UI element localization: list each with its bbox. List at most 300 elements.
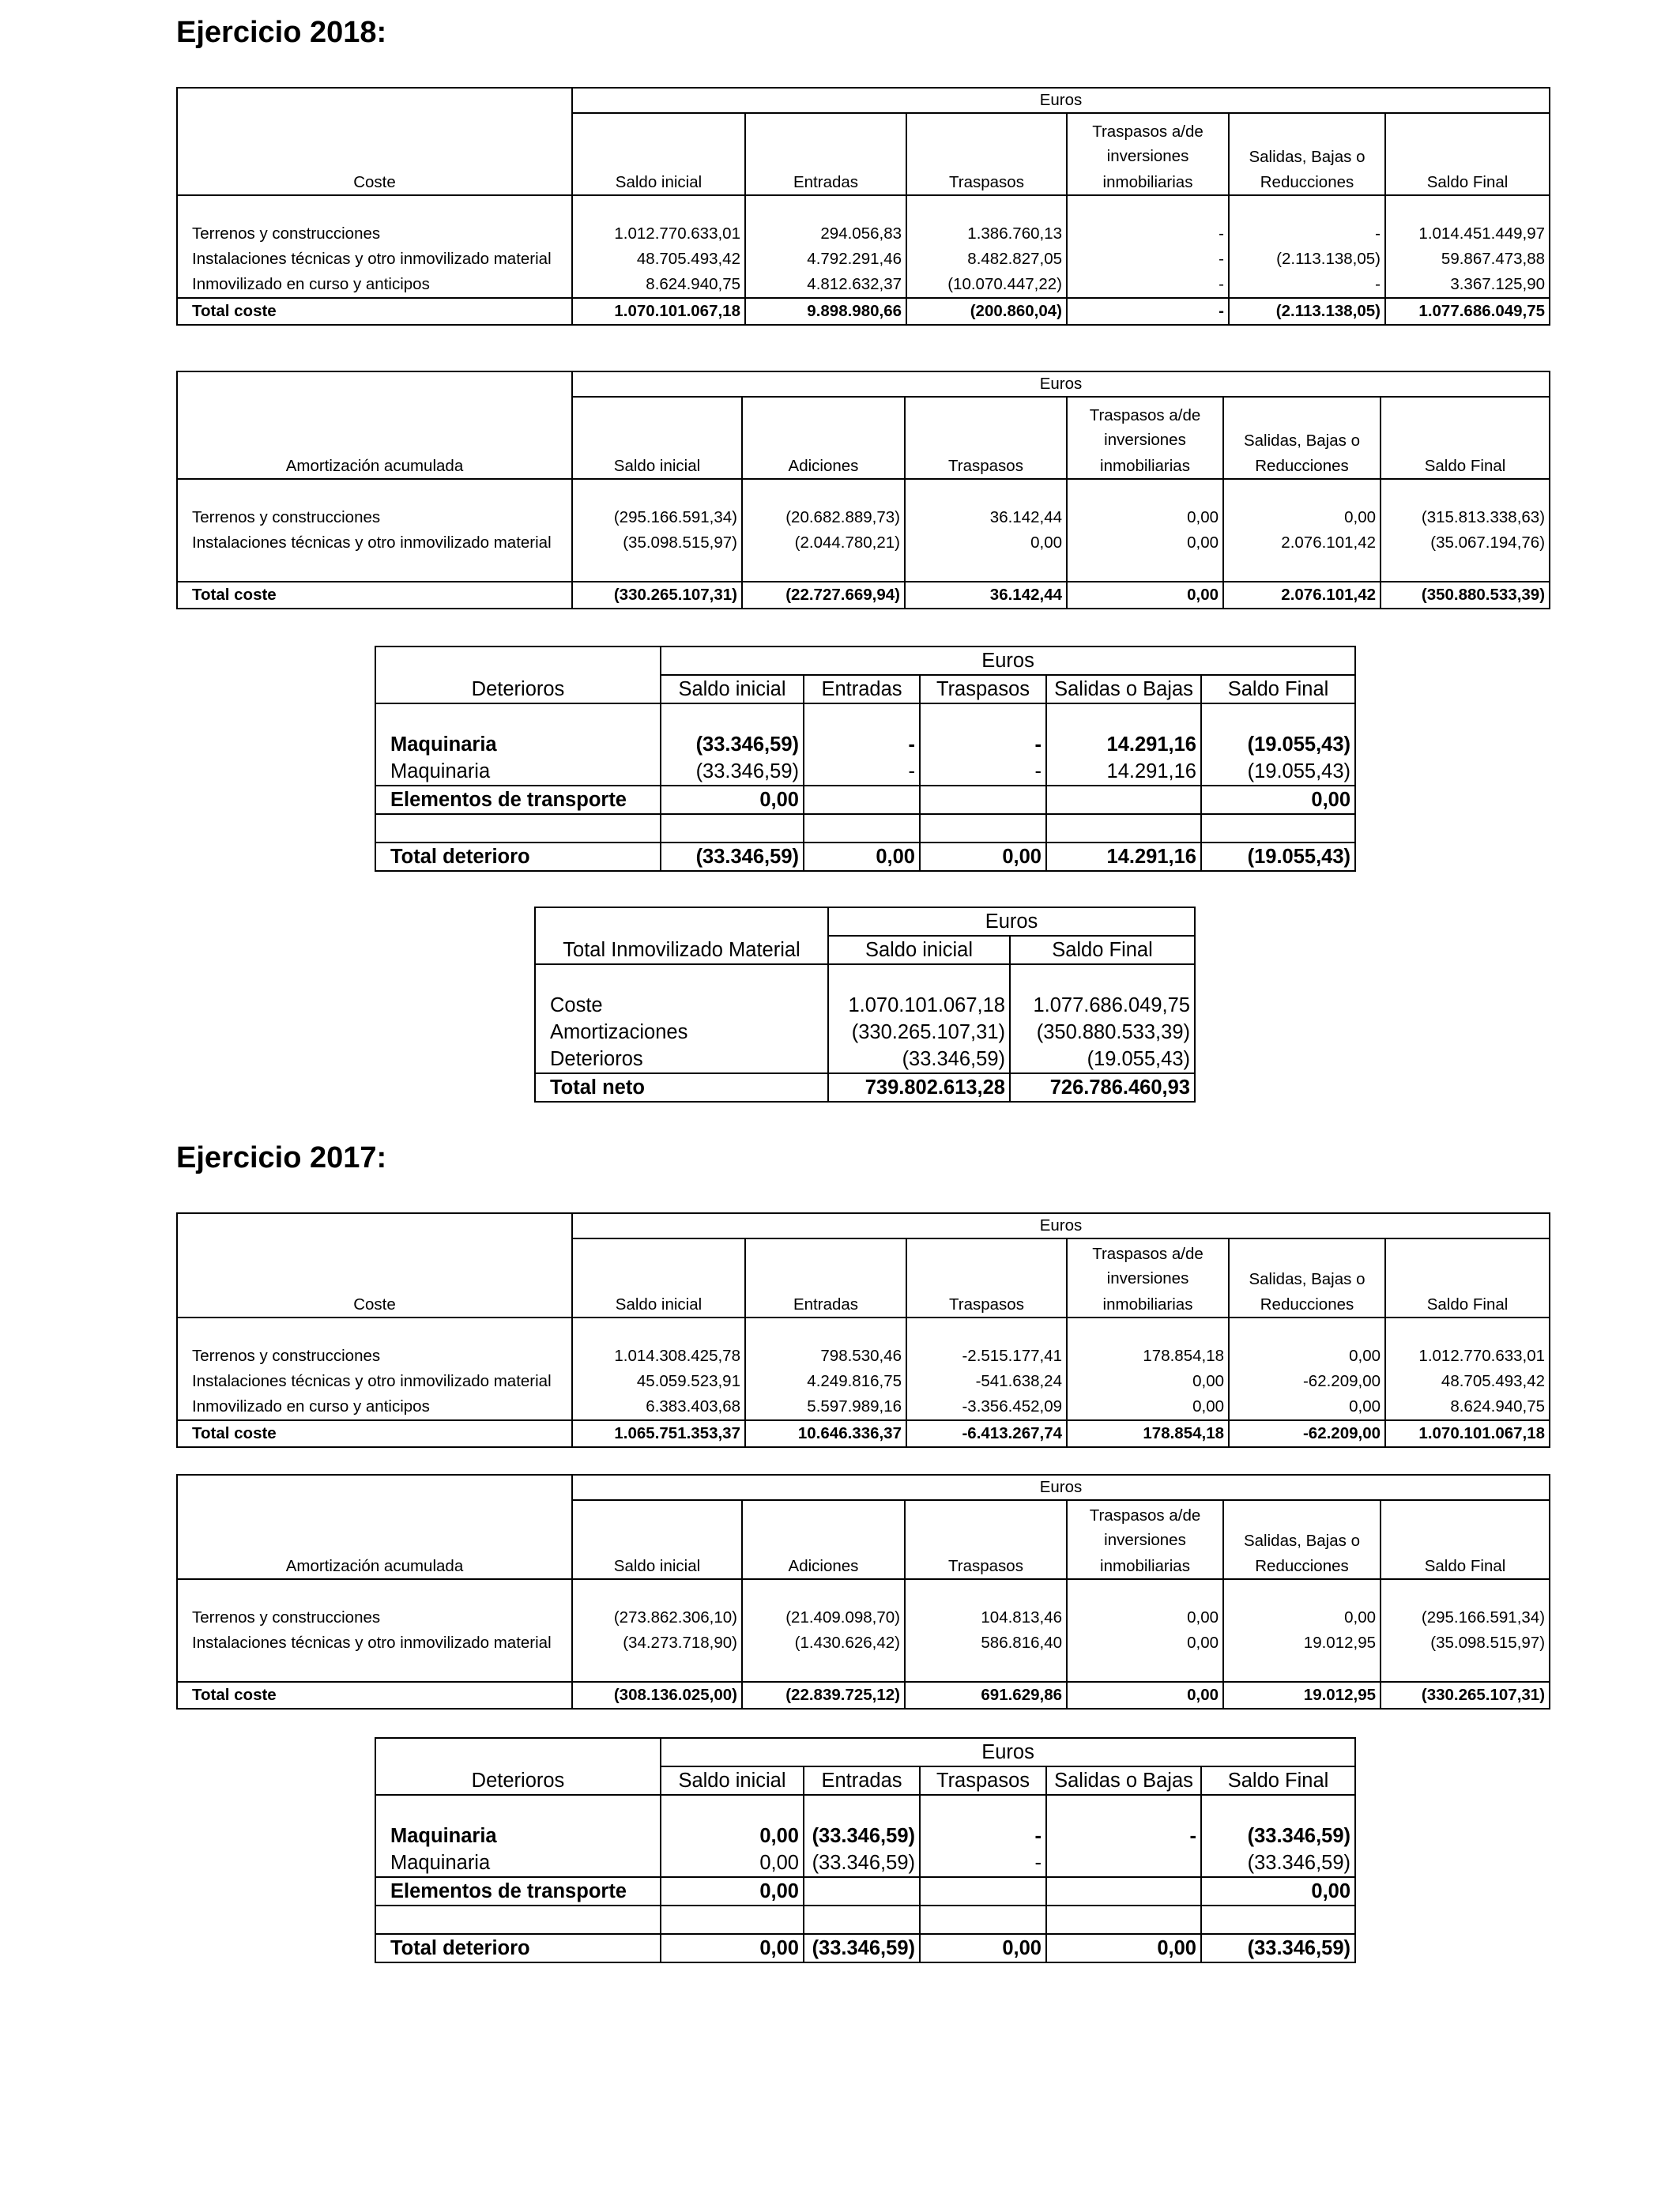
table-cell: (330.265.107,31) xyxy=(828,1019,1010,1046)
empty-cell xyxy=(804,1906,920,1934)
table-total-inmovilizado-2018 xyxy=(534,907,1196,1103)
table-cell: (295.166.591,34) xyxy=(1381,1605,1550,1630)
table-cell: 586.816,40 xyxy=(905,1630,1067,1656)
empty-cell xyxy=(572,1500,742,1528)
table-cell: (35.067.194,76) xyxy=(1381,530,1550,556)
empty-cell xyxy=(1201,1906,1355,1934)
table-cell: (19.055,43) xyxy=(1010,1046,1195,1073)
col-header: Entradas xyxy=(745,169,906,195)
empty-cell xyxy=(1046,703,1201,731)
empty-cell xyxy=(177,1500,572,1528)
empty-cell xyxy=(1046,1795,1201,1823)
col-header: Traspasos xyxy=(920,1766,1046,1795)
col-header: Saldo inicial xyxy=(661,675,804,703)
empty-cell xyxy=(177,195,572,221)
table-row xyxy=(375,1823,1355,1849)
table-cell: - xyxy=(920,1823,1046,1849)
empty-cell xyxy=(1385,1266,1550,1291)
table-cell: (350.880.533,39) xyxy=(1010,1019,1195,1046)
table-cell: 36.142,44 xyxy=(905,505,1067,530)
empty-cell xyxy=(375,647,661,675)
table-cell: 4.812.632,37 xyxy=(745,272,906,298)
table-cell xyxy=(920,1877,1046,1906)
empty-cell xyxy=(1223,556,1381,582)
empty-cell xyxy=(177,144,572,169)
table-cell: Elementos de transporte xyxy=(375,786,661,814)
empty-cell xyxy=(745,1318,906,1344)
empty-cell xyxy=(177,1656,572,1682)
table-cell: 0,00 xyxy=(1067,1394,1229,1420)
table-cell: 45.059.523,91 xyxy=(572,1369,745,1394)
empty-cell xyxy=(375,1738,661,1766)
table-cell: Elementos de transporte xyxy=(375,1877,661,1906)
table-cell: 6.383.403,68 xyxy=(572,1394,745,1420)
col-header: inmobiliarias xyxy=(1067,169,1229,195)
table-cell xyxy=(1046,1849,1201,1877)
empty-cell xyxy=(1067,1579,1223,1605)
empty-cell xyxy=(661,1906,804,1934)
table-cell: (22.727.669,94) xyxy=(742,582,905,609)
empty-cell xyxy=(905,1579,1067,1605)
table-cell: 0,00 xyxy=(1229,1344,1385,1369)
col-header: inmobiliarias xyxy=(1067,453,1223,479)
empty-cell xyxy=(1381,1656,1550,1682)
empty-cell xyxy=(742,1579,905,1605)
empty-cell xyxy=(742,428,905,453)
table-row xyxy=(177,1369,1550,1394)
table-cell: 0,00 xyxy=(661,786,804,814)
table-cell: Instalaciones técnicas y otro inmovilizado material xyxy=(177,530,572,556)
empty-cell xyxy=(177,1266,572,1291)
table-cell: (33.346,59) xyxy=(804,1849,920,1877)
table-cell: Coste xyxy=(535,992,828,1019)
table-cell: 8.482.827,05 xyxy=(906,247,1067,272)
empty-cell xyxy=(906,144,1067,169)
empty-cell xyxy=(661,814,804,843)
col-header: Saldo inicial xyxy=(661,1766,804,1795)
table-cell: -62.209,00 xyxy=(1229,1369,1385,1394)
empty-cell xyxy=(1010,964,1195,992)
empty-cell xyxy=(1385,144,1550,169)
table-row xyxy=(177,1605,1550,1630)
table-cell: Total coste xyxy=(177,1682,572,1709)
table-cell: (330.265.107,31) xyxy=(572,582,742,609)
col-header: Reducciones xyxy=(1229,1291,1385,1318)
empty-cell xyxy=(1229,195,1385,221)
table-cell: Deterioros xyxy=(535,1046,828,1073)
table-cell: 0,00 xyxy=(1201,786,1355,814)
empty-cell xyxy=(1067,556,1223,582)
table-cell: - xyxy=(1067,298,1229,325)
table-row xyxy=(535,1046,1195,1073)
empty-cell xyxy=(572,1266,745,1291)
empty-cell xyxy=(535,907,828,936)
empty-cell xyxy=(905,556,1067,582)
table-row xyxy=(177,1630,1550,1656)
empty-cell xyxy=(1381,1528,1550,1553)
col-header: Traspasos a/de xyxy=(1067,113,1229,144)
empty-cell xyxy=(745,1266,906,1291)
table-cell: 19.012,95 xyxy=(1223,1682,1381,1709)
table-cell: 1.386.760,13 xyxy=(906,221,1067,247)
table-cell: 0,00 xyxy=(661,1934,804,1962)
col-header: Traspasos xyxy=(906,169,1067,195)
table-cell: 0,00 xyxy=(920,1934,1046,1962)
col-header: Salidas, Bajas o xyxy=(1223,428,1381,453)
table-cell: 0,00 xyxy=(920,843,1046,871)
table-cell: 1.014.451.449,97 xyxy=(1385,221,1550,247)
table-coste-2018 xyxy=(176,87,1550,326)
table-cell xyxy=(920,786,1046,814)
table-amortizacion-2018 xyxy=(176,371,1550,609)
table-cell: Maquinaria xyxy=(375,731,661,758)
empty-cell xyxy=(1201,703,1355,731)
euros-header: Euros xyxy=(661,1738,1355,1766)
empty-cell xyxy=(177,397,572,428)
table-row xyxy=(177,1344,1550,1369)
euros-header: Euros xyxy=(572,1213,1550,1238)
col-header: Adiciones xyxy=(742,1553,905,1579)
col-header: inversiones xyxy=(1067,428,1223,453)
empty-cell xyxy=(742,397,905,428)
empty-cell xyxy=(177,1475,572,1500)
table-title: Deterioros xyxy=(375,1766,661,1795)
table-cell: 0,00 xyxy=(1229,1394,1385,1420)
empty-cell xyxy=(661,1795,804,1823)
table-cell: Inmovilizado en curso y anticipos xyxy=(177,272,572,298)
table-title: Coste xyxy=(177,1291,572,1318)
empty-cell xyxy=(1067,1656,1223,1682)
table-cell: 798.530,46 xyxy=(745,1344,906,1369)
empty-cell xyxy=(742,1528,905,1553)
table-cell: 1.065.751.353,37 xyxy=(572,1420,745,1447)
table-cell: (33.346,59) xyxy=(661,843,804,871)
table-cell: 0,00 xyxy=(1223,505,1381,530)
table-cell: 8.624.940,75 xyxy=(1385,1394,1550,1420)
table-cell: (350.880.533,39) xyxy=(1381,582,1550,609)
col-header: Reducciones xyxy=(1223,453,1381,479)
table-cell: 14.291,16 xyxy=(1046,758,1201,786)
col-header: Saldo Final xyxy=(1381,453,1550,479)
empty-cell xyxy=(177,1579,572,1605)
table-row xyxy=(375,731,1355,758)
table-cell: 739.802.613,28 xyxy=(828,1073,1010,1102)
table-cell: (21.409.098,70) xyxy=(742,1605,905,1630)
table-cell: (2.113.138,05) xyxy=(1229,247,1385,272)
table-cell: 0,00 xyxy=(1201,1877,1355,1906)
col-header: Entradas xyxy=(745,1291,906,1318)
table-cell xyxy=(804,1877,920,1906)
empty-cell xyxy=(177,113,572,144)
empty-cell xyxy=(1067,195,1229,221)
table-cell: 5.597.989,16 xyxy=(745,1394,906,1420)
empty-cell xyxy=(1381,1579,1550,1605)
table-cell: Total deterioro xyxy=(375,1934,661,1962)
empty-cell xyxy=(177,556,572,582)
col-header: Entradas xyxy=(804,675,920,703)
table-cell: 0,00 xyxy=(1067,582,1223,609)
col-header: Adiciones xyxy=(742,453,905,479)
col-header: Reducciones xyxy=(1223,1553,1381,1579)
table-cell: - xyxy=(1046,1823,1201,1849)
total-row xyxy=(535,1073,1195,1102)
col-header: Saldo Final xyxy=(1385,1291,1550,1318)
table-cell: 10.646.336,37 xyxy=(745,1420,906,1447)
table-cell: 1.012.770.633,01 xyxy=(572,221,745,247)
col-header: Salidas o Bajas xyxy=(1046,1766,1201,1795)
euros-header: Euros xyxy=(828,907,1195,936)
table-row xyxy=(375,1849,1355,1877)
table-row xyxy=(177,272,1550,298)
table-cell: - xyxy=(920,731,1046,758)
table-cell: (295.166.591,34) xyxy=(572,505,742,530)
table-cell: Inmovilizado en curso y anticipos xyxy=(177,1394,572,1420)
table-cell: (33.346,59) xyxy=(661,731,804,758)
table-cell: 0,00 xyxy=(1067,1682,1223,1709)
empty-cell xyxy=(375,1795,661,1823)
empty-cell xyxy=(1229,113,1385,144)
empty-cell xyxy=(742,479,905,505)
empty-cell xyxy=(1385,1238,1550,1266)
col-header: Traspasos xyxy=(906,1291,1067,1318)
table-cell: - xyxy=(1067,247,1229,272)
col-header: inmobiliarias xyxy=(1067,1553,1223,1579)
table-cell: (33.346,59) xyxy=(804,1823,920,1849)
table-coste-2017 xyxy=(176,1212,1550,1448)
table-cell: (19.055,43) xyxy=(1201,758,1355,786)
table-cell: 726.786.460,93 xyxy=(1010,1073,1195,1102)
empty-cell xyxy=(905,1528,1067,1553)
empty-cell xyxy=(1046,1906,1201,1934)
table-cell: 0,00 xyxy=(804,843,920,871)
table-cell: (1.430.626,42) xyxy=(742,1630,905,1656)
col-header: inversiones xyxy=(1067,1528,1223,1553)
empty-cell xyxy=(905,1500,1067,1528)
table-cell: 1.070.101.067,18 xyxy=(572,298,745,325)
empty-cell xyxy=(1381,556,1550,582)
table-cell: (19.055,43) xyxy=(1201,731,1355,758)
empty-cell xyxy=(742,1656,905,1682)
col-header: Saldo inicial xyxy=(572,453,742,479)
table-cell: Total deterioro xyxy=(375,843,661,871)
table-row xyxy=(375,786,1355,814)
table-cell: (33.346,59) xyxy=(661,758,804,786)
table-cell: 2.076.101,42 xyxy=(1223,530,1381,556)
col-header: Traspasos a/de xyxy=(1067,1500,1223,1528)
table-cell: (273.862.306,10) xyxy=(572,1605,742,1630)
table-cell: - xyxy=(804,758,920,786)
empty-cell xyxy=(572,1318,745,1344)
col-header: Salidas, Bajas o xyxy=(1229,144,1385,169)
empty-cell xyxy=(804,814,920,843)
table-cell: Amortizaciones xyxy=(535,1019,828,1046)
empty-cell xyxy=(906,1238,1067,1266)
table-cell: 59.867.473,88 xyxy=(1385,247,1550,272)
table-cell: Total coste xyxy=(177,298,572,325)
col-header: Salidas, Bajas o xyxy=(1229,1266,1385,1291)
empty-cell xyxy=(375,1906,661,1934)
table-cell: Total coste xyxy=(177,582,572,609)
empty-cell xyxy=(177,1318,572,1344)
table-cell: 48.705.493,42 xyxy=(572,247,745,272)
table-cell: Total coste xyxy=(177,1420,572,1447)
table-cell: 0,00 xyxy=(661,1823,804,1849)
table-cell: Terrenos y construcciones xyxy=(177,505,572,530)
table-cell: 294.056,83 xyxy=(745,221,906,247)
empty-cell xyxy=(1229,1238,1385,1266)
col-header: Saldo Final xyxy=(1381,1553,1550,1579)
table-cell: (35.098.515,97) xyxy=(1381,1630,1550,1656)
empty-cell xyxy=(1223,1656,1381,1682)
table-title: Amortización acumulada xyxy=(177,1553,572,1579)
table-row xyxy=(177,530,1550,556)
col-header: Traspasos xyxy=(905,1553,1067,1579)
table-cell: Terrenos y construcciones xyxy=(177,1605,572,1630)
table-row xyxy=(177,247,1550,272)
table-title: Amortización acumulada xyxy=(177,453,572,479)
table-cell: Instalaciones técnicas y otro inmovilizado material xyxy=(177,1630,572,1656)
table-title: Coste xyxy=(177,169,572,195)
col-header: Reducciones xyxy=(1229,169,1385,195)
table-cell: 4.792.291,46 xyxy=(745,247,906,272)
empty-cell xyxy=(828,964,1010,992)
table-cell: -2.515.177,41 xyxy=(906,1344,1067,1369)
table-cell: - xyxy=(920,1849,1046,1877)
empty-cell xyxy=(177,1213,572,1238)
table-cell: (33.346,59) xyxy=(1201,1934,1355,1962)
euros-header: Euros xyxy=(661,647,1355,675)
empty-cell xyxy=(375,703,661,731)
empty-cell xyxy=(1201,1795,1355,1823)
col-header: Saldo Final xyxy=(1010,936,1195,964)
empty-cell xyxy=(905,428,1067,453)
total-row xyxy=(177,1420,1550,1447)
total-row xyxy=(375,843,1355,871)
table-cell: 1.012.770.633,01 xyxy=(1385,1344,1550,1369)
empty-cell xyxy=(1385,1318,1550,1344)
empty-cell xyxy=(745,195,906,221)
table-title: Total Inmovilizado Material xyxy=(535,936,828,964)
col-header: inversiones xyxy=(1067,144,1229,169)
empty-cell xyxy=(1223,397,1381,428)
table-cell: 1.070.101.067,18 xyxy=(828,992,1010,1019)
table-cell: 691.629,86 xyxy=(905,1682,1067,1709)
empty-cell xyxy=(1229,1318,1385,1344)
table-cell: (20.682.889,73) xyxy=(742,505,905,530)
empty-cell xyxy=(572,397,742,428)
empty-cell xyxy=(1067,1318,1229,1344)
empty-cell xyxy=(742,556,905,582)
table-cell: 2.076.101,42 xyxy=(1223,582,1381,609)
empty-cell xyxy=(906,1266,1067,1291)
total-row xyxy=(177,582,1550,609)
empty-cell xyxy=(742,1500,905,1528)
empty-cell xyxy=(1067,479,1223,505)
empty-cell xyxy=(1381,1500,1550,1528)
empty-cell xyxy=(572,479,742,505)
empty-cell xyxy=(177,1528,572,1553)
table-cell: - xyxy=(1229,221,1385,247)
table-cell: Instalaciones técnicas y otro inmovilizado material xyxy=(177,247,572,272)
table-title: Deterioros xyxy=(375,675,661,703)
table-cell: 48.705.493,42 xyxy=(1385,1369,1550,1394)
table-cell: 178.854,18 xyxy=(1067,1420,1229,1447)
table-row xyxy=(375,1877,1355,1906)
table-cell: 0,00 xyxy=(1067,1630,1223,1656)
table-cell: (34.273.718,90) xyxy=(572,1630,742,1656)
empty-cell xyxy=(1385,195,1550,221)
table-cell: 14.291,16 xyxy=(1046,731,1201,758)
table-cell: 1.070.101.067,18 xyxy=(1385,1420,1550,1447)
table-cell: 0,00 xyxy=(1067,1605,1223,1630)
empty-cell xyxy=(1223,1579,1381,1605)
table-cell: (33.346,59) xyxy=(1201,1823,1355,1849)
empty-cell xyxy=(1201,814,1355,843)
table-row xyxy=(375,758,1355,786)
total-row xyxy=(177,298,1550,325)
empty-cell xyxy=(905,397,1067,428)
table-cell: -62.209,00 xyxy=(1229,1420,1385,1447)
empty-cell xyxy=(745,1238,906,1266)
table-cell: 0,00 xyxy=(1223,1605,1381,1630)
table-deterioros-2018 xyxy=(375,646,1356,872)
table-cell xyxy=(1046,786,1201,814)
table-cell: - xyxy=(804,731,920,758)
empty-cell xyxy=(1223,479,1381,505)
total-row xyxy=(375,1934,1355,1962)
empty-cell xyxy=(572,1656,742,1682)
table-cell: Maquinaria xyxy=(375,758,661,786)
table-cell: 0,00 xyxy=(1067,1369,1229,1394)
empty-cell xyxy=(745,113,906,144)
empty-cell xyxy=(375,814,661,843)
table-cell: Total neto xyxy=(535,1073,828,1102)
empty-cell xyxy=(1381,428,1550,453)
empty-cell xyxy=(572,1579,742,1605)
table-deterioros-2017 xyxy=(375,1737,1356,1963)
table-row xyxy=(177,221,1550,247)
table-cell: (330.265.107,31) xyxy=(1381,1682,1550,1709)
table-cell: Instalaciones técnicas y otro inmovilizado material xyxy=(177,1369,572,1394)
empty-cell xyxy=(905,479,1067,505)
empty-cell xyxy=(572,556,742,582)
empty-cell xyxy=(1385,113,1550,144)
table-cell: (315.813.338,63) xyxy=(1381,505,1550,530)
empty-cell xyxy=(745,144,906,169)
total-row xyxy=(177,1682,1550,1709)
table-cell: - xyxy=(1067,221,1229,247)
table-cell: 0,00 xyxy=(1046,1934,1201,1962)
empty-cell xyxy=(1381,397,1550,428)
table-cell: (19.055,43) xyxy=(1201,843,1355,871)
table-cell: 1.077.686.049,75 xyxy=(1010,992,1195,1019)
table-cell: - xyxy=(920,758,1046,786)
euros-header: Euros xyxy=(572,371,1550,397)
table-cell: (33.346,59) xyxy=(828,1046,1010,1073)
col-header: Entradas xyxy=(804,1766,920,1795)
table-cell: 1.014.308.425,78 xyxy=(572,1344,745,1369)
empty-cell xyxy=(1223,1500,1381,1528)
empty-cell xyxy=(905,1656,1067,1682)
empty-cell xyxy=(177,88,572,113)
table-cell: 0,00 xyxy=(661,1877,804,1906)
table-cell: (35.098.515,97) xyxy=(572,530,742,556)
table-cell: Terrenos y construcciones xyxy=(177,1344,572,1369)
empty-cell xyxy=(804,1795,920,1823)
table-cell: (200.860,04) xyxy=(906,298,1067,325)
table-cell: (22.839.725,12) xyxy=(742,1682,905,1709)
col-header: Saldo inicial xyxy=(572,169,745,195)
